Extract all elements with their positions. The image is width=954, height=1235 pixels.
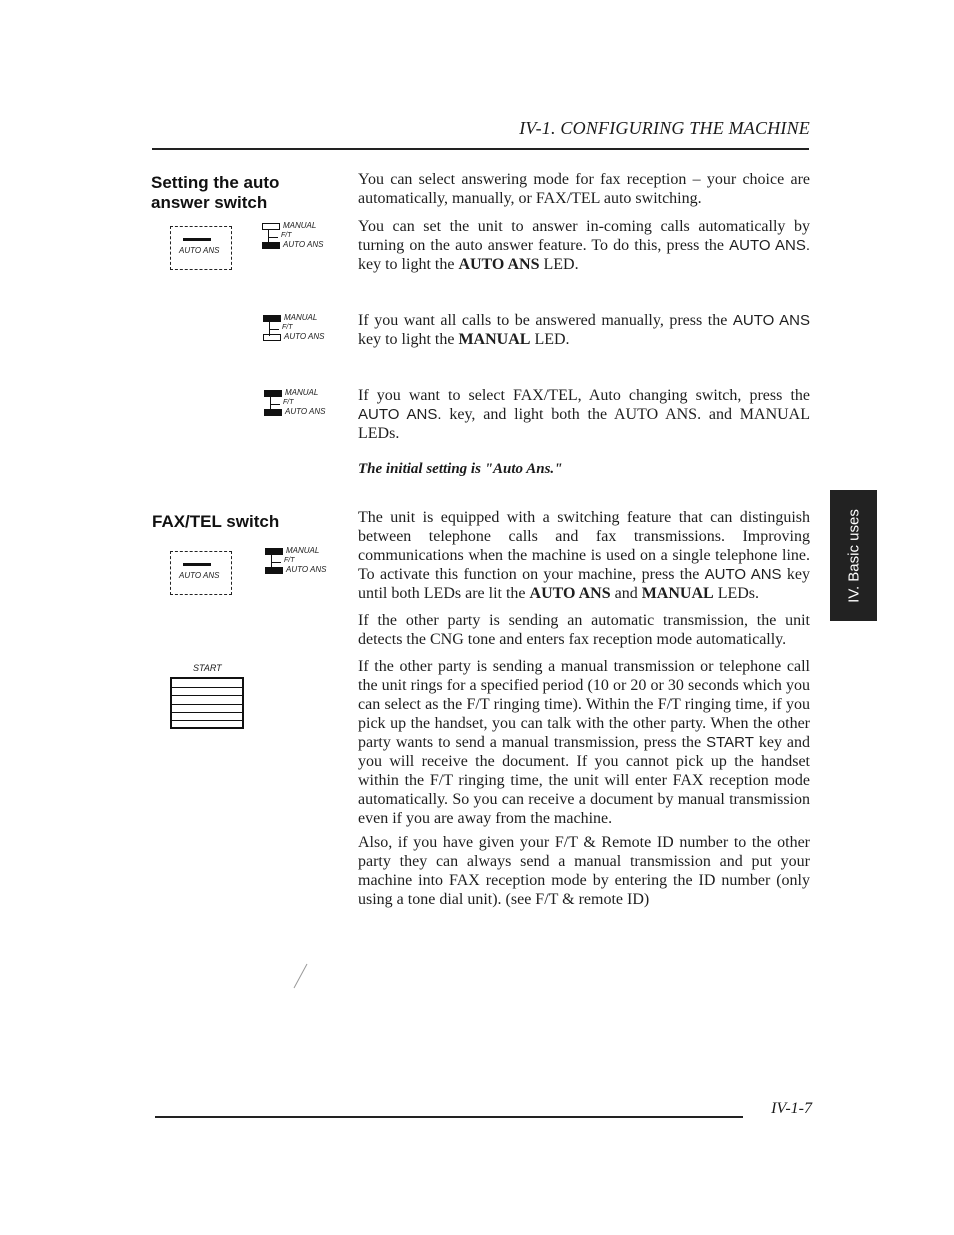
- section-title-line1: Setting the auto: [151, 173, 280, 192]
- manual-led-label: MANUAL: [286, 546, 320, 555]
- side-tab-label: IV. Basic uses: [845, 508, 862, 603]
- start-key-diagram: [170, 677, 244, 729]
- manual-led: [262, 223, 280, 230]
- manual-led: [265, 548, 283, 555]
- auto-ans-key-diagram: [170, 551, 232, 595]
- chapter-header-title: IV-1. CONFIGURING THE MACHINE: [519, 118, 810, 138]
- start-key-label: START: [193, 663, 222, 673]
- chapter-side-tab: [830, 490, 877, 621]
- ft-label: F/T: [281, 232, 292, 239]
- auto-ans-led-label: AUTO ANS: [283, 240, 324, 249]
- auto-ans-led-label: AUTO ANS: [285, 407, 326, 416]
- paragraph-auto-answer: You can set the unit to answer in-coming calls automatically by turning on the auto answer feature. To do this, press the AUTO ANS. key to light the AUTO ANS LED.: [358, 218, 810, 273]
- auto-ans-led-label: AUTO ANS: [284, 332, 325, 341]
- auto-ans-key-label: AUTO ANS: [179, 246, 220, 255]
- paragraph-remote-id: Also, if you have given your F/T & Remote ID number to the other party they can always send a manual transmission and put your machine into FAX reception mode by entering the ID number (only using a tone dial unit). (see F/T & remote ID): [358, 834, 810, 908]
- led-panel-faxtel: [264, 390, 344, 424]
- paragraph-cng-tone: If the other party is sending an automatic transmission, the unit detects the CNG tone and enters fax reception mode automatically.: [358, 612, 810, 648]
- manual-led: [263, 315, 281, 322]
- auto-ans-led-label: AUTO ANS: [286, 565, 327, 574]
- ft-label: F/T: [282, 324, 293, 331]
- page-number: IV-1-7: [771, 1100, 812, 1117]
- led-panel-manual: [263, 315, 343, 349]
- auto-ans-key-diagram: [170, 226, 232, 270]
- manual-led-label: MANUAL: [284, 313, 318, 322]
- header-rule: [152, 148, 809, 150]
- auto-ans-led: [263, 334, 281, 341]
- manual-led: [264, 390, 282, 397]
- auto-ans-led: [264, 409, 282, 416]
- paragraph-faxtel-feature: The unit is equipped with a switching feature that can distinguish between telephone calls and fax transmissions. Improving communications when the machine is used on a single telephone line. To activate this function on your machine, press the AUTO ANS key until both LEDs are lit the AUTO ANS and MANUAL LEDs.: [358, 509, 810, 602]
- section-title-line2: answer switch: [151, 193, 268, 212]
- paragraph-answer-modes: You can select answering mode for fax reception – your choice are automatically, manually, or FAX/TEL auto switching.: [358, 171, 810, 207]
- auto-ans-key-label: AUTO ANS: [179, 571, 220, 580]
- key-bar: [183, 563, 211, 566]
- manual-led-label: MANUAL: [283, 221, 317, 230]
- section-title-auto-answer: [151, 173, 279, 213]
- auto-ans-led: [265, 567, 283, 574]
- led-panel-faxtel-switch: [265, 548, 345, 582]
- paragraph-manual-answer: If you want all calls to be answered manually, press the AUTO ANS key to light the MANUAL LED.: [358, 312, 810, 348]
- ft-label: F/T: [284, 557, 295, 564]
- initial-setting-note: The initial setting is "Auto Ans.": [358, 461, 563, 477]
- section-title-faxtel: FAX/TEL switch: [152, 512, 280, 531]
- manual-led-label: MANUAL: [285, 388, 319, 397]
- pencil-mark: [290, 962, 310, 990]
- paragraph-manual-transmission: If the other party is sending a manual transmission or telephone call the unit rings for a specified period (10 or 20 or 30 seconds which you can select as the F/T ringing time). Within the F/T ringing time, if you pick up the handset, you can talk with the other party. When the other party wants to send a manual transmission, press the START key and you will receive the document. If you cannot pick up the handset within the F/T ringing time, the unit will enter FAX reception mode automatically. So you can receive a document by manual transmission even if you are away from the machine.: [358, 658, 811, 827]
- key-bar: [183, 238, 211, 241]
- led-panel-auto: [262, 223, 342, 257]
- auto-ans-led: [262, 242, 280, 249]
- paragraph-faxtel-select: If you want to select FAX/TEL, Auto changing switch, press the AUTO ANS. key, and light both the AUTO ANS. and MANUAL LEDs.: [358, 387, 811, 442]
- ft-label: F/T: [283, 399, 294, 406]
- footer-rule: [155, 1116, 743, 1118]
